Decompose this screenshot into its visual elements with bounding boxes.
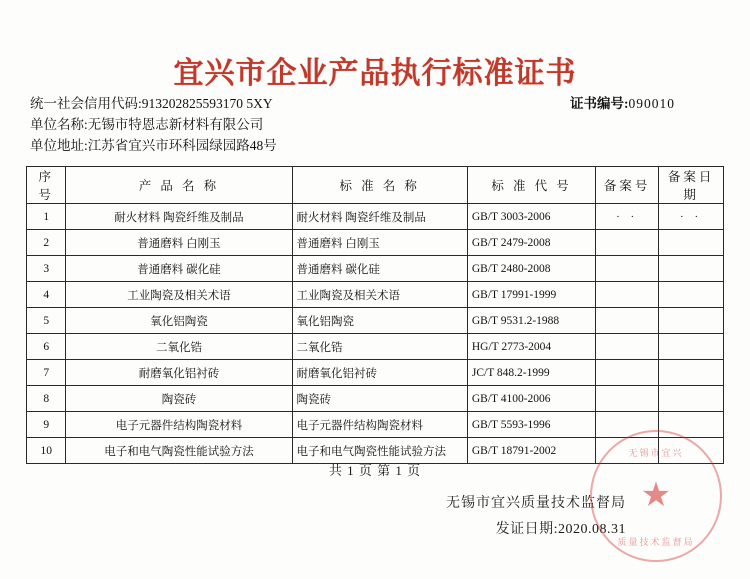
seal-bottom-text: 质量技术监督局 [617,537,695,547]
row-index: 4 [27,282,66,308]
row-file-no [596,308,659,334]
row-code: GB/T 18791-2002 [467,438,595,464]
row-index: 9 [27,412,66,438]
row-code: GB/T 5593-1996 [467,412,595,438]
row-index: 10 [27,438,66,464]
unit-address-row [30,136,720,157]
table-row [27,282,724,308]
table-header-index: 序号 [27,167,66,204]
row-product: 氧化铝陶瓷 [66,308,292,334]
table-row [27,334,724,360]
credit-code-row [30,94,720,115]
unit-name-value: 无锡市特恩志新材料有限公司 [87,117,264,132]
issue-date-label: 发证日期: [495,522,558,537]
row-file-date [659,256,724,282]
table-header-file-no: 备案号 [596,167,659,204]
row-product: 耐火材料 陶瓷纤维及制品 [66,204,292,230]
row-code: GB/T 9531.2-1988 [467,308,595,334]
table-header-row [27,167,724,204]
table-row [27,386,724,412]
document-title: 宜兴市企业产品执行标准证书 [173,56,577,91]
seal-top-text: 无锡市宜兴 [628,448,684,458]
row-index: 1 [27,204,66,230]
row-file-no: · · [596,204,659,230]
row-file-date [659,334,724,360]
table-header-file-date: 备案日期 [659,167,724,204]
row-index: 7 [27,360,66,386]
row-standard: 耐火材料 陶瓷纤维及制品 [292,204,467,230]
row-product: 电子和电气陶瓷性能试验方法 [66,438,292,464]
row-index: 6 [27,334,66,360]
unit-name-label: 单位名称: [30,117,88,132]
row-standard: 陶瓷砖 [292,386,467,412]
row-file-no [596,282,659,308]
row-code: JC/T 848.2-1999 [467,360,595,386]
row-code: GB/T 2479-2008 [467,230,595,256]
row-product: 普通磨料 白刚玉 [66,230,292,256]
row-index: 8 [27,386,66,412]
table-header-standard: 标 准 名 称 [292,167,467,204]
row-product: 陶瓷砖 [66,386,292,412]
certificate-number [460,94,720,114]
row-file-no [596,360,659,386]
row-code: GB/T 2480-2008 [467,256,595,282]
row-file-date [659,360,724,386]
credit-code-label: 统一社会信用代码: [30,96,142,111]
document-meta [30,94,720,157]
row-product: 二氧化锆 [66,334,292,360]
row-standard: 电子元器件结构陶瓷材料 [292,412,467,438]
row-standard: 氧化铝陶瓷 [292,308,467,334]
row-file-date [659,282,724,308]
row-standard: 工业陶瓷及相关术语 [292,282,467,308]
row-index: 2 [27,230,66,256]
issuer-name: 无锡市宜兴质量技术监督局 [446,496,626,511]
page-count: 共 1 页 第 1 页 [328,463,422,478]
row-file-no [596,256,659,282]
row-file-no [596,386,659,412]
row-standard: 耐磨氧化铝衬砖 [292,360,467,386]
official-seal [590,430,722,562]
row-product: 普通磨料 碳化硅 [66,256,292,282]
row-product: 电子元器件结构陶瓷材料 [66,412,292,438]
row-file-date [659,308,724,334]
issue-date-value: 2020.08.31 [558,522,626,537]
table-row [27,308,724,334]
row-index: 5 [27,308,66,334]
unit-name-row [30,115,720,136]
row-code: GB/T 3003-2006 [467,204,595,230]
row-standard: 普通磨料 白刚玉 [292,230,467,256]
row-file-date [659,230,724,256]
standards-table [26,166,724,464]
row-standard: 普通磨料 碳化硅 [292,256,467,282]
row-file-date: · · [659,204,724,230]
row-code: HG/T 2773-2004 [467,334,595,360]
credit-code-value: 913202825593170 5XY [141,96,273,111]
row-product: 工业陶瓷及相关术语 [66,282,292,308]
table-row [27,412,724,438]
star-icon: ★ [640,477,672,514]
row-code: GB/T 17991-1999 [467,282,595,308]
row-file-no [596,230,659,256]
certificate-number-label: 证书编号: [570,96,629,111]
row-standard: 电子和电气陶瓷性能试验方法 [292,438,467,464]
row-standard: 二氧化锆 [292,334,467,360]
table-row [27,204,724,230]
table-header-code: 标 准 代 号 [467,167,595,204]
row-product: 耐磨氧化铝衬砖 [66,360,292,386]
row-file-date [659,386,724,412]
unit-address-value: 江苏省宜兴市环科园绿园路48号 [87,138,277,153]
table-row [27,230,724,256]
row-code: GB/T 4100-2006 [467,386,595,412]
row-file-no [596,334,659,360]
table-header-product: 产 品 名 称 [66,167,292,204]
table-row [27,360,724,386]
table-row [27,256,724,282]
unit-address-label: 单位地址: [30,138,88,153]
row-index: 3 [27,256,66,282]
certificate-number-value: 090010 [628,96,675,111]
